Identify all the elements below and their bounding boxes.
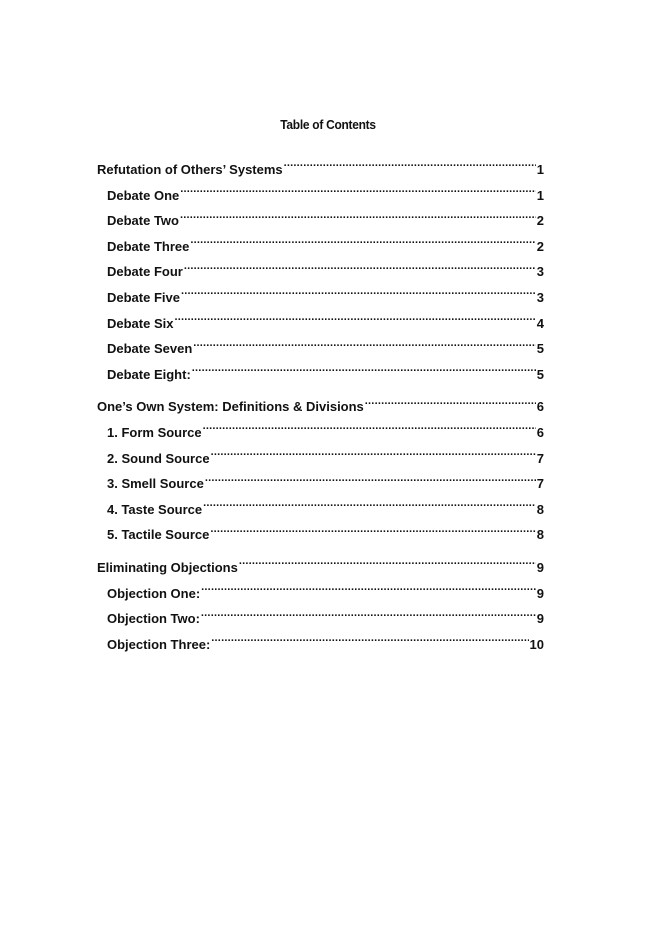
toc-section-label: One’s Own System: Definitions & Divisions [97, 399, 364, 415]
dot-leader [211, 639, 528, 649]
dot-leader [210, 529, 535, 539]
toc-page-number: 5 [536, 341, 544, 357]
toc-entry-label: Objection One: [107, 585, 201, 601]
toc-entry-label: 1. Form Source [107, 424, 202, 440]
toc-page-number: 5 [536, 366, 544, 382]
toc-entry-label: Objection Three: [107, 636, 211, 652]
toc-entry[interactable] [97, 420, 544, 446]
toc-page-number: 8 [536, 527, 544, 543]
toc-entry[interactable] [97, 208, 544, 234]
toc-entry[interactable] [97, 632, 544, 658]
toc-entry[interactable] [97, 259, 544, 285]
toc-page-number: 6 [536, 399, 544, 415]
toc-entry[interactable] [97, 336, 544, 362]
dot-leader [184, 266, 536, 276]
toc-entry[interactable] [97, 362, 544, 388]
dot-leader [284, 164, 536, 174]
toc-page-number: 8 [536, 501, 544, 517]
toc-entry-label: 4. Taste Source [107, 501, 203, 517]
toc-entry[interactable] [97, 522, 544, 548]
toc-section[interactable] [97, 394, 544, 420]
page-title: Table of Contents [280, 117, 376, 132]
toc-entry-label: 2. Sound Source [107, 450, 210, 466]
dot-leader [201, 613, 536, 623]
toc-section[interactable] [97, 555, 544, 581]
toc-page-number: 4 [536, 315, 544, 331]
toc-entry-label: Debate Four [107, 264, 183, 280]
toc-entry[interactable] [97, 606, 544, 632]
toc-entry[interactable] [97, 183, 544, 209]
toc-entry-label: 5. Tactile Source [107, 527, 210, 543]
toc-page-number: 7 [536, 450, 544, 466]
toc-section-label: Eliminating Objections [97, 559, 238, 575]
toc-entry-label: Debate Eight: [107, 366, 191, 382]
toc-page-number: 3 [536, 264, 544, 280]
dot-leader [180, 215, 536, 225]
toc-page-number: 3 [536, 289, 544, 305]
toc-entry[interactable] [97, 311, 544, 337]
toc-page-number: 2 [536, 213, 544, 229]
dot-leader [239, 562, 536, 572]
toc-entry[interactable] [97, 234, 544, 260]
toc-page-number: 7 [536, 476, 544, 492]
toc-entry[interactable] [97, 497, 544, 523]
dot-leader [193, 343, 536, 353]
toc-page-number: 6 [536, 424, 544, 440]
dot-leader [211, 453, 536, 463]
toc-section-label: Refutation of Others’ Systems [97, 162, 283, 177]
toc-page-number: 2 [536, 238, 544, 254]
dot-leader [181, 292, 536, 302]
toc-section[interactable] [97, 157, 544, 183]
toc-entry-label: Debate Seven [107, 341, 193, 357]
toc-page-number: 9 [536, 559, 544, 575]
toc-entry[interactable] [97, 446, 544, 472]
toc-page-number: 9 [536, 585, 544, 601]
toc-page-number: 1 [536, 162, 544, 177]
dot-leader [205, 478, 536, 488]
dot-leader [192, 369, 536, 379]
dot-leader [180, 190, 536, 200]
toc-entry-label: Debate Five [107, 289, 180, 305]
toc-entry[interactable] [97, 581, 544, 607]
toc-entry-label: Debate One [107, 187, 180, 203]
dot-leader [365, 401, 536, 411]
toc-page-number: 1 [536, 187, 544, 203]
dot-leader [190, 241, 535, 251]
toc-entry-label: Debate Six [107, 315, 174, 331]
dot-leader [203, 504, 536, 514]
dot-leader [203, 427, 536, 437]
toc-entry-label: Objection Two: [107, 611, 200, 627]
toc-entry-label: Debate Two [107, 213, 179, 229]
toc-entry[interactable] [97, 285, 544, 311]
toc-entry[interactable] [97, 471, 544, 497]
toc-entry-label: 3. Smell Source [107, 476, 204, 492]
dot-leader [201, 588, 536, 598]
toc-page-number: 9 [536, 611, 544, 627]
dot-leader [174, 318, 535, 328]
table-of-contents [97, 157, 552, 657]
toc-page-number: 10 [529, 636, 544, 652]
toc-entry-label: Debate Three [107, 238, 190, 254]
